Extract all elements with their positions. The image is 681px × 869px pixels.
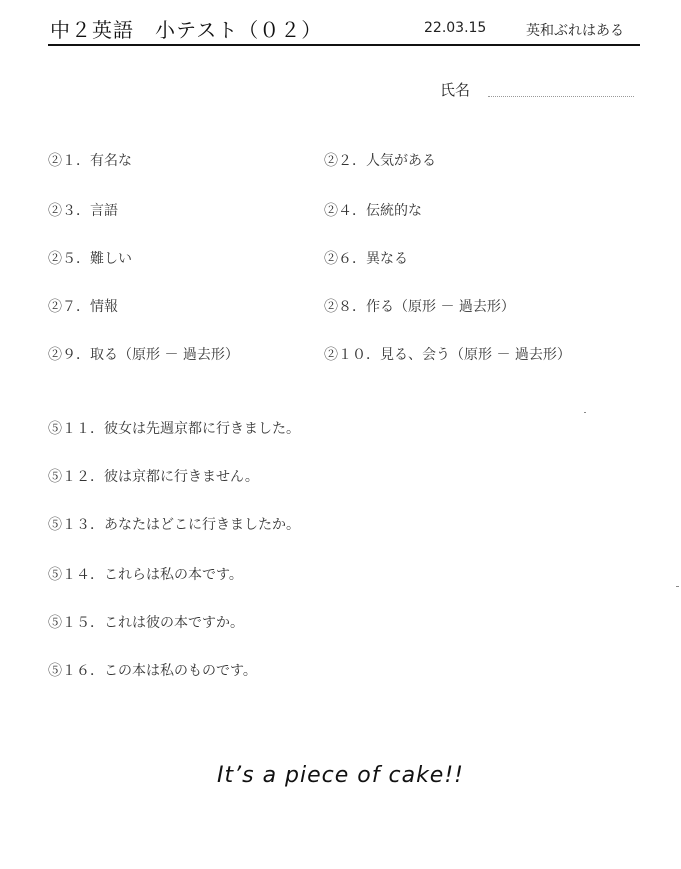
header-divider xyxy=(48,44,640,46)
question-14: ⑤１４．これらは私の本です。 xyxy=(48,567,243,583)
question-10: ②１０．見る、会う（原形 － 過去形） xyxy=(324,347,571,363)
question-16: ⑤１６．この本は私のものです。 xyxy=(48,663,257,679)
question-2: ②２．人気がある xyxy=(324,153,436,169)
scan-speck xyxy=(584,412,586,413)
question-15: ⑤１５．これは彼の本ですか。 xyxy=(48,615,244,631)
question-13: ⑤１３．あなたはどこに行きましたか。 xyxy=(48,517,300,533)
sheet-date: 22.03.15 xyxy=(424,20,487,36)
sheet-author: 英和ぶれはある xyxy=(526,23,624,39)
sheet-title: 中２英語 小テスト（０２） xyxy=(50,18,323,42)
question-7: ②７．情報 xyxy=(48,299,118,315)
question-12: ⑤１２．彼は京都に行きません。 xyxy=(48,469,259,485)
name-label: 氏名 xyxy=(440,81,471,99)
question-11: ⑤１１．彼女は先週京都に行きました。 xyxy=(48,421,300,437)
motto-text: It’s a piece of cake!! xyxy=(217,763,464,788)
question-3: ②３．言語 xyxy=(48,203,118,219)
question-1: ②１．有名な xyxy=(48,153,132,169)
question-4: ②４．伝統的な xyxy=(324,203,422,219)
scan-speck xyxy=(676,586,679,587)
question-6: ②６．異なる xyxy=(324,251,408,267)
question-5: ②５．難しい xyxy=(48,251,132,267)
name-input-line[interactable] xyxy=(488,96,634,97)
question-8: ②８．作る（原形 － 過去形） xyxy=(324,299,515,315)
question-9: ②９．取る（原形 － 過去形） xyxy=(48,347,239,363)
